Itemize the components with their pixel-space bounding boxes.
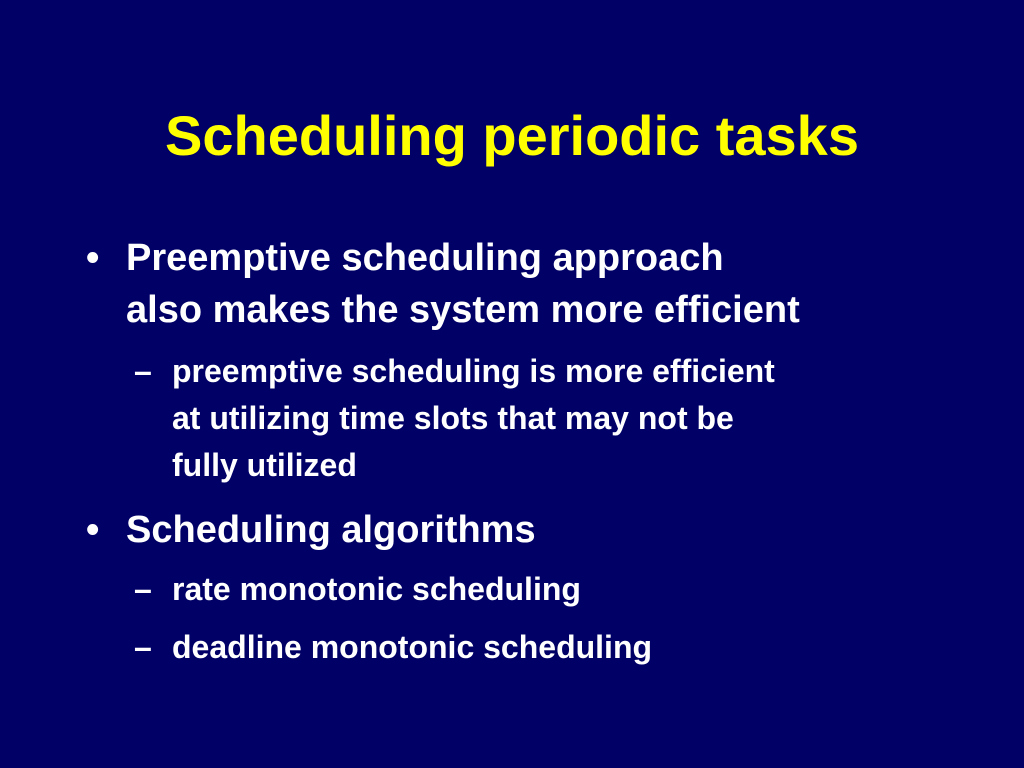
- sub-bullet-line: deadline monotonic scheduling: [172, 629, 653, 665]
- sub-bullet-item: [134, 566, 972, 613]
- bullet-item: [86, 232, 986, 336]
- bullet-marker: •: [86, 509, 100, 551]
- sub-bullet-line: rate monotonic scheduling: [172, 571, 581, 607]
- sub-bullet-item: [134, 348, 972, 489]
- sub-bullet-line: fully utilized: [172, 447, 357, 483]
- dash-marker: –: [134, 571, 152, 607]
- sub-bullet-line: at utilizing time slots that may not be: [172, 400, 734, 436]
- bullet-line: Preemptive scheduling approach: [126, 237, 724, 279]
- dash-marker: –: [134, 629, 152, 665]
- bullet-marker: •: [86, 237, 100, 279]
- bullet-item: [86, 504, 986, 556]
- slide-title: Scheduling periodic tasks: [165, 104, 859, 167]
- dash-marker: –: [134, 353, 152, 389]
- sub-bullet-item: [134, 624, 972, 671]
- sub-bullet-line: preemptive scheduling is more efficient: [172, 353, 775, 389]
- bullet-line: also makes the system more efficient: [126, 289, 800, 331]
- bullet-line: Scheduling algorithms: [126, 509, 536, 551]
